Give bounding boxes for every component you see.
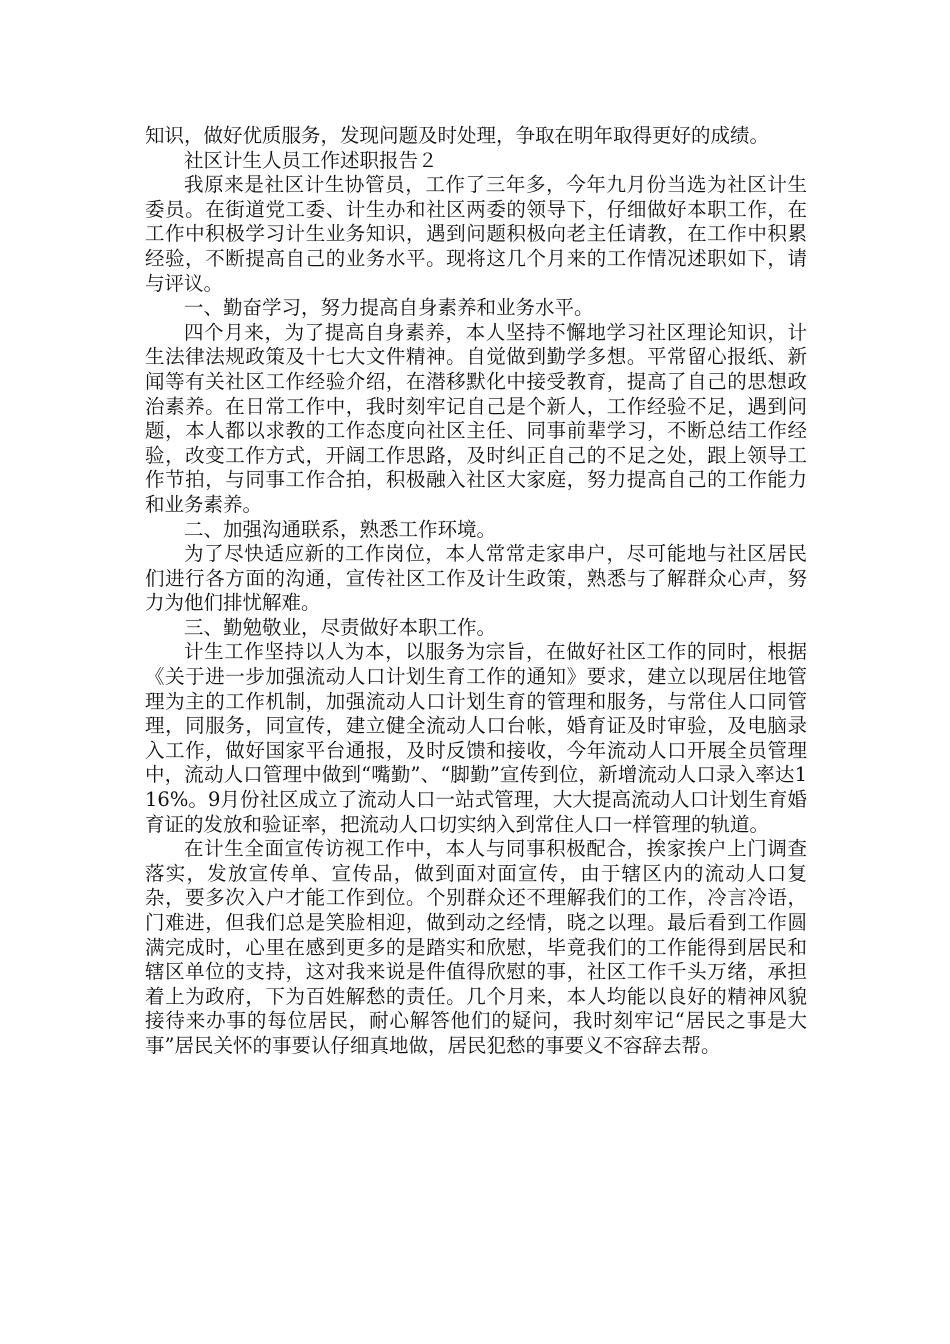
- document-page: [145, 124, 807, 1059]
- heading-communication: 二、加强沟通联系，熟悉工作环境。: [184, 517, 497, 541]
- paragraph-publicity: 在计生全面宣传访视工作中，本人与同事积极配合，挨家挨户上门调查落实，发放宣传单、宣传品，做到面对面宣传，由于辖区内的流动人口复杂，要多次入户才能工作到位。个别群众还不理解我们的工作，冷言冷语，门难进，但我们总是笑脸相迎，做到动之经情，晓之以理。最后看到工作圆满完成时，心里在感到更多的是踏实和欣慰，毕竟我们的工作能得到居民和辖区单位的支持，这对我来说是件值得欣慰的事，社区工作千头万绪，承担着上为政府，下为百姓解愁的责任。几个月来，本人均能以良好的精神风貌接待来办事的每位居民，耐心解答他们的疑问，我时刻牢记“居民之事是大事”居民关怀的事要认仔细真地做，居民犯愁的事要义不容辞去帮。: [145, 837, 807, 1057]
- section-title: 社区计生人员工作述职报告２: [184, 148, 438, 172]
- paragraph-dedication: 计生工作坚持以人为本，以服务为宗旨，在做好社区工作的同时，根据《关于进一步加强流动人口计划生育工作的通知》要求，建立以现居住地管理为主的工作机制，加强流动人口计划生育的管理和服务，与常住人口同管理，同服务，同宣传，建立健全流动人口台帐，婚育证及时审验，及电脑录入工作，做好国家平台通报，及时反馈和接收，今年流动人口开展全员管理中，流动人口管理中做到“嘴勤”、“脚勤”宣传到位，新增流动人口录入率达116%。9月份社区成立了流动人口一站式管理，大大提高流动人口计划生育婚育证的发放和验证率，把流动人口切实纳入到常住人口一样管理的轨道。: [145, 640, 807, 836]
- paragraph-communication: 为了尽快适应新的工作岗位，本人常常走家串户，尽可能地与社区居民们进行各方面的沟通，宣传社区工作及计生政策，熟悉与了解群众心声，努力为他们排忧解难。: [145, 542, 807, 615]
- heading-dedication: 三、勤勉敬业，尽责做好本职工作。: [184, 615, 497, 639]
- paragraph-continuation: 知识，做好优质服务，发现问题及时处理，争取在明年取得更好的成绩。: [145, 124, 770, 147]
- paragraph-intro: 我原来是社区计生协管员，工作了三年多，今年九月份当选为社区计生委员。在街道党工委、计生办和社区两委的领导下，仔细做好本职工作，在工作中积极学习计生业务知识，遇到问题积极向老主任请教，在工作中积累经验，不断提高自己的业务水平。现将这几个月来的工作情况述职如下，请与评议。: [145, 173, 807, 295]
- paragraph-study: 四个月来，为了提高自身素养，本人坚持不懈地学习社区理论知识，计生法律法规政策及十七大文件精神。自觉做到勤学多想。平常留心报纸、新闻等有关社区工作经验介绍，在潜移默化中接受教育，提高了自己的思想政治素养。在日常工作中，我时刻牢记自己是个新人，工作经验不足，遇到问题，本人都以求教的工作态度向社区主任、同事前辈学习，不断总结工作经验，改变工作方式，开阔工作思路，及时纠正自己的不足之处，跟上领导工作节拍，与同事工作合拍，积极融入社区大家庭，努力提高自己的工作能力和业务素养。: [145, 320, 807, 516]
- heading-study: 一、勤奋学习，努力提高自身素养和业务水平。: [184, 296, 594, 320]
